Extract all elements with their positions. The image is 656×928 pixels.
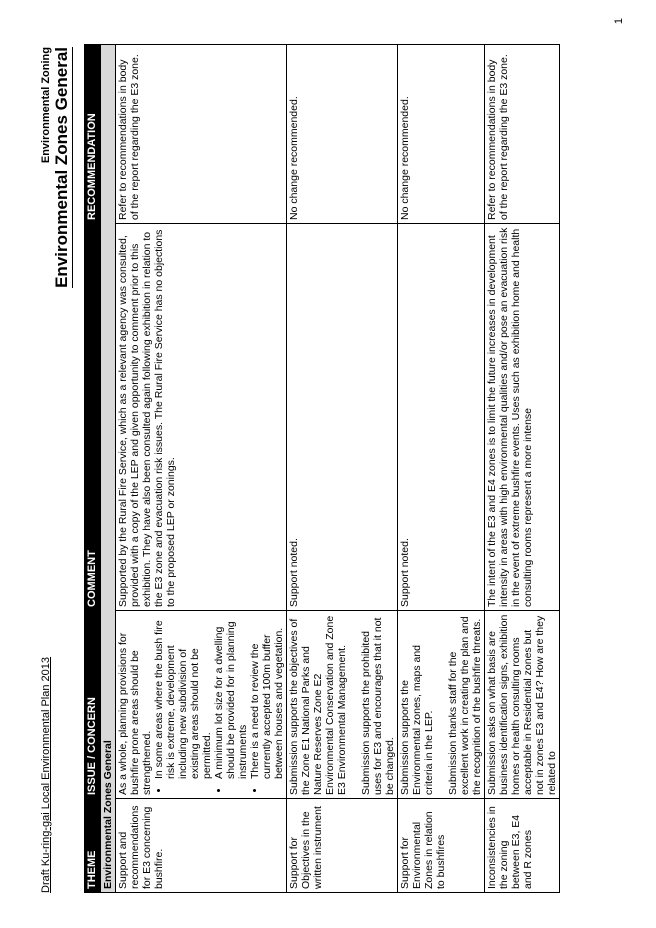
column-header-issue: ISSUE / CONCERN — [85, 611, 101, 799]
section-subtitle: Environmental Zoning — [40, 47, 52, 164]
issue-bullet: • In some areas where the bush fire risk is extreme, development including new subdivision of existing areas should not be permitted. — [153, 614, 213, 779]
theme-cell: Inconsistencies in the zoning between E3, E4 and R zones — [485, 799, 560, 893]
issue-bullet-list — [153, 614, 285, 795]
table-row — [116, 45, 287, 893]
comment-cell: Support noted. — [287, 224, 398, 611]
theme-cell: Support and recommendations for E3 concerning bushfire. — [116, 799, 287, 893]
table-row — [485, 45, 560, 893]
issue-cell — [398, 611, 485, 799]
table-row — [398, 45, 485, 893]
issue-bullet: • A minimum lot size for a dwelling should be provided for in planning instruments — [213, 614, 249, 779]
issue-bullet: • There is a need to review the currently accepted 100m buffer between houses and vegetation. — [249, 614, 285, 779]
issue-paragraph: Submission supports the Environmental zones, maps and criteria in the LEP. — [399, 645, 435, 795]
issue-intro: As a whole, planning provisions for bushfire prone areas should be strengthened. — [117, 632, 153, 795]
submissions-table — [84, 44, 560, 893]
column-header-recommendation: RECOMMENDATION — [85, 45, 101, 224]
issue-paragraph: Submission supports the prohibited uses for E3 and encourages that it not be changed. — [360, 617, 396, 795]
section-heading — [40, 47, 73, 288]
recommendation-cell: Refer to recommendations in body of the report regarding the E3 zone. — [485, 45, 560, 224]
section-label: Environmental Zones General — [101, 45, 116, 893]
comment-cell: Support noted. — [398, 224, 485, 611]
theme-cell: Support for Environmental Zones in relation to bushfires — [398, 799, 485, 893]
recommendation-cell: No change recommended. — [398, 45, 485, 224]
theme-cell: Support for Objectives in the written instrument — [287, 799, 398, 893]
table-header-row — [85, 45, 101, 893]
document-title: Draft Ku-ring-gai Local Environmental Plan 2013 — [40, 656, 52, 893]
comment-cell: Supported by the Rural Fire Service, which as a relevant agency was consulted, provided with a copy of the LEP and given opportunity to comment prior to this exhibition. They have also been consulted again following exhibition in relation to the E3 zone and evacuation risk issues. The Rural Fire Service has no objections to the proposed LEP or zonings. — [116, 224, 287, 611]
recommendation-cell: No change recommended. — [287, 45, 398, 224]
comment-cell: The intent of the E3 and E4 zones is to limit the future increases in development intensity in areas with high environmental qualities and/or pose an evacuation risk in the event of extreme bushfire events. Uses such as exhibition home and health consulting rooms represent a more intense — [485, 224, 560, 611]
issue-cell: Submission asks on what basis are business identification signs, exhibition homes or health consulting rooms acceptable in Residential zones but not in zones E3 and E4? How are they related to — [485, 611, 560, 799]
column-header-comment: COMMENT — [85, 224, 101, 611]
issue-cell — [116, 611, 287, 799]
recommendation-cell: Refer to recommendations in body of the report regarding the E3 zone. — [116, 45, 287, 224]
issue-cell — [287, 611, 398, 799]
section-title: Environmental Zones General — [52, 47, 71, 288]
page-number: 1 — [613, 18, 625, 25]
section-row — [101, 45, 116, 893]
issue-paragraph: Submission thanks staff for the excellent work in creating the plan and the recognition of the bushfire threats. — [447, 616, 483, 795]
table-row — [287, 45, 398, 893]
issue-paragraph: Submission supports the objectives of the Zone E1 National Parks and Nature Reserves Zone E2 Environmental Conservation and Zone E3 Environmental Management. — [288, 615, 348, 795]
column-header-theme: THEME — [85, 799, 101, 893]
